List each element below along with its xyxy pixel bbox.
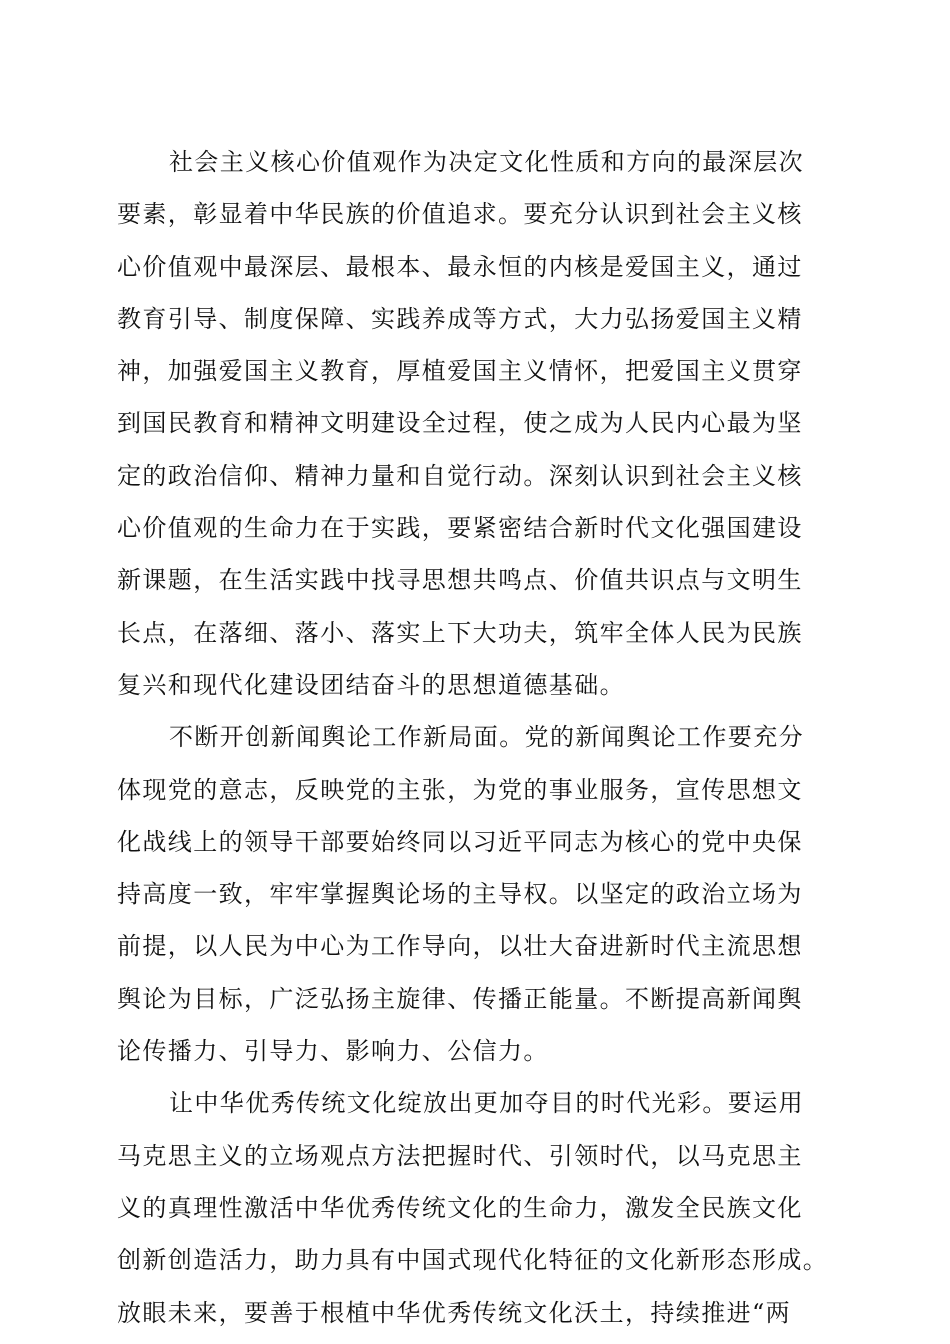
paragraph-line: 舆论为目标，广泛弘扬主旋律、传播正能量。不断提高新闻舆 — [117, 984, 803, 1013]
paragraph-line: 持高度一致，牢牢掌握舆论场的主导权。以坚定的政治立场为 — [117, 880, 803, 909]
paragraph-line: 体现党的意志，反映党的主张，为党的事业服务，宣传思想文 — [117, 775, 803, 804]
paragraph-line: 创新创造活力，助力具有中国式现代化特征的文化新形态形成。 — [117, 1246, 829, 1275]
paragraph-line: 化战线上的领导干部要始终同以习近平同志为核心的党中央保 — [117, 827, 803, 856]
paragraph-line: 定的政治信仰、精神力量和自觉行动。深刻认识到社会主义核 — [117, 461, 803, 490]
paragraph-news-opinion — [117, 711, 837, 1077]
paragraph-traditional-culture — [117, 1077, 837, 1338]
paragraph-line: 不断开创新闻舆论工作新局面。党的新闻舆论工作要充分 — [169, 723, 804, 752]
paragraph-line: 长点，在落细、落小、落实上下大功夫，筑牢全体人民为民族 — [117, 618, 803, 647]
paragraph-line: 马克思主义的立场观点方法把握时代、引领时代，以马克思主 — [117, 1141, 803, 1170]
paragraph-line: 前提，以人民为中心为工作导向，以壮大奋进新时代主流思想 — [117, 932, 803, 961]
paragraph-line: 心价值观的生命力在于实践，要紧密结合新时代文化强国建设 — [117, 514, 803, 543]
paragraph-line: 到国民教育和精神文明建设全过程，使之成为人民内心最为坚 — [117, 409, 803, 438]
paragraph-line: 社会主义核心价值观作为决定文化性质和方向的最深层次 — [169, 148, 804, 176]
paragraph-line: 心价值观中最深层、最根本、最永恒的内核是爱国主义，通过 — [117, 252, 803, 281]
paragraph-core-values — [117, 136, 837, 711]
paragraph-line: 论传播力、引导力、影响力、公信力。 — [117, 1037, 549, 1066]
document-body — [117, 136, 837, 1339]
paragraph-line: 让中华优秀传统文化绽放出更加夺目的时代光彩。要运用 — [169, 1089, 804, 1118]
paragraph-line: 教育引导、制度保障、实践养成等方式，大力弘扬爱国主义精 — [117, 304, 803, 333]
paragraph-line: 神，加强爱国主义教育，厚植爱国主义情怀，把爱国主义贯穿 — [117, 357, 803, 386]
paragraph-line: 复兴和现代化建设团结奋斗的思想道德基础。 — [117, 670, 625, 699]
paragraph-line: 义的真理性激活中华优秀传统文化的生命力，激发全民族文化 — [117, 1193, 803, 1222]
paragraph-line: 要素，彰显着中华民族的价值追求。要充分认识到社会主义核 — [117, 200, 803, 229]
paragraph-line: 新课题，在生活实践中找寻思想共鸣点、价值共识点与文明生 — [117, 566, 803, 595]
paragraph-line: 放眼未来，要善于根植中华优秀传统文化沃土，持续推进“两 — [117, 1298, 792, 1327]
